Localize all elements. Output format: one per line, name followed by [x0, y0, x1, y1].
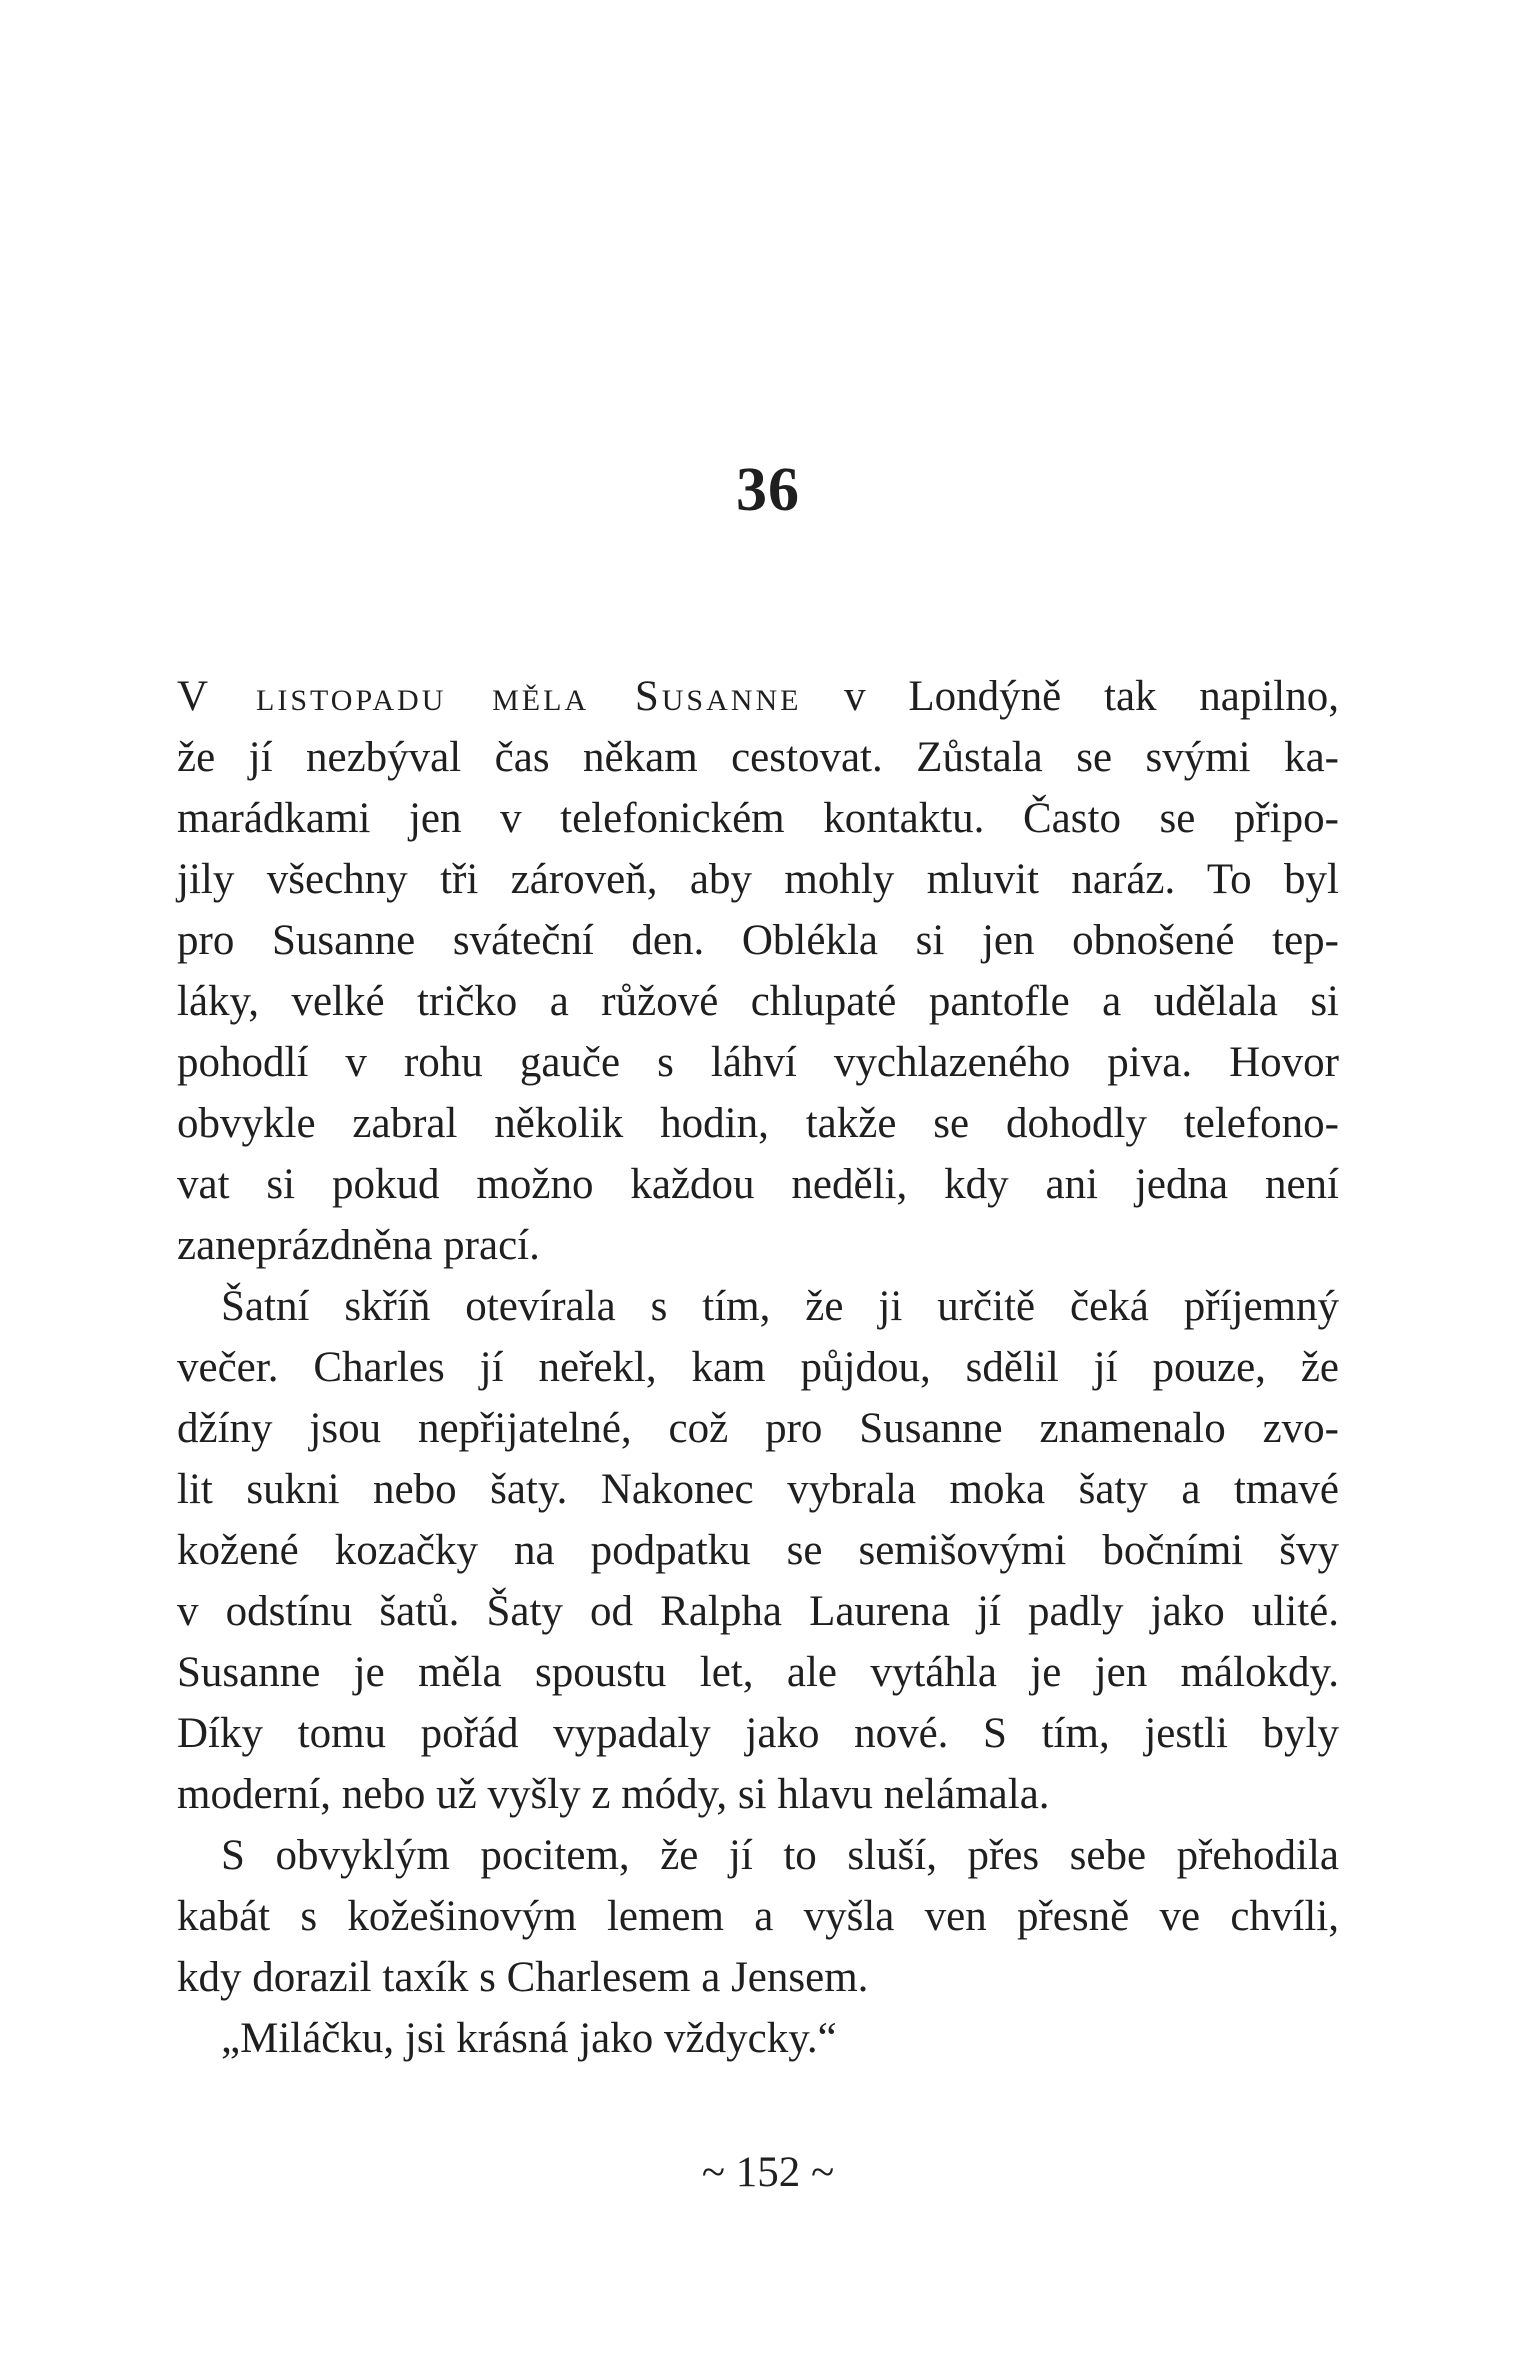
text-line: moderní, nebo už vyšly z módy, si hlavu nelámala. [177, 1771, 1050, 1818]
paragraph [177, 666, 1339, 1276]
text-line: že jí nezbýval čas někam cestovat. Zůstala se svými ka- [177, 734, 1339, 781]
text-line: „Miláčku, jsi krásná jako vždycky.“ [221, 2015, 837, 2062]
text-line: pohodlí v rohu gauče s láhví vychlazeného piva. Hovor [177, 1039, 1339, 1086]
text-line: Šatní skříň otevírala s tím, že ji určitě čeká příjemný [221, 1283, 1339, 1330]
text-line: vat si pokud možno každou neděli, kdy ani jedna není [177, 1161, 1339, 1208]
body-text [177, 666, 1339, 2069]
text-line [177, 666, 1339, 727]
small-caps-lead-in: V listopadu měla Susanne [177, 673, 802, 720]
text-line: lit sukni nebo šaty. Nakonec vybrala moka šaty a tmavé [177, 1466, 1339, 1513]
chapter-number: 36 [736, 456, 800, 524]
text-line: džíny jsou nepřijatelné, což pro Susanne znamenalo zvo- [177, 1405, 1339, 1452]
paragraph [177, 1825, 1339, 2008]
text-line: pro Susanne sváteční den. Oblékla si jen obnošené tep- [177, 917, 1339, 964]
text-line: večer. Charles jí neřekl, kam půjdou, sdělil jí pouze, že [177, 1344, 1339, 1391]
text-line: kdy dorazil taxík s Charlesem a Jensem. [177, 1954, 869, 2001]
text-line: Díky tomu pořád vypadaly jako nové. S tím, jestli byly [177, 1710, 1339, 1757]
paragraph [177, 2008, 1339, 2069]
text-line: S obvyklým pocitem, že jí to sluší, přes sebe přehodila [221, 1832, 1339, 1879]
text-line: Susanne je měla spoustu let, ale vytáhla je jen málokdy. [177, 1649, 1339, 1696]
text-line: láky, velké tričko a růžové chlupaté pantofle a udělala si [177, 978, 1339, 1025]
paragraph [177, 1276, 1339, 1825]
text-line: v odstínu šatů. Šaty od Ralpha Laurena jí padly jako ulité. [177, 1588, 1339, 1635]
page-number: ~ 152 ~ [701, 2149, 835, 2196]
text-line: kožené kozačky na podpatku se semišovými bočními švy [177, 1527, 1339, 1574]
text-line: marádkami jen v telefonickém kontaktu. Často se připo- [177, 795, 1339, 842]
text-line: kabát s kožešinovým lemem a vyšla ven přesně ve chvíli, [177, 1893, 1339, 1940]
text-line: jily všechny tři zároveň, aby mohly mluvit naráz. To byl [177, 856, 1339, 903]
lead-in-continuation: v Londýně tak napilno, [801, 673, 1339, 720]
text-line: zaneprázdněna prací. [177, 1222, 540, 1269]
text-line: obvykle zabral několik hodin, takže se dohodly telefono- [177, 1100, 1339, 1147]
